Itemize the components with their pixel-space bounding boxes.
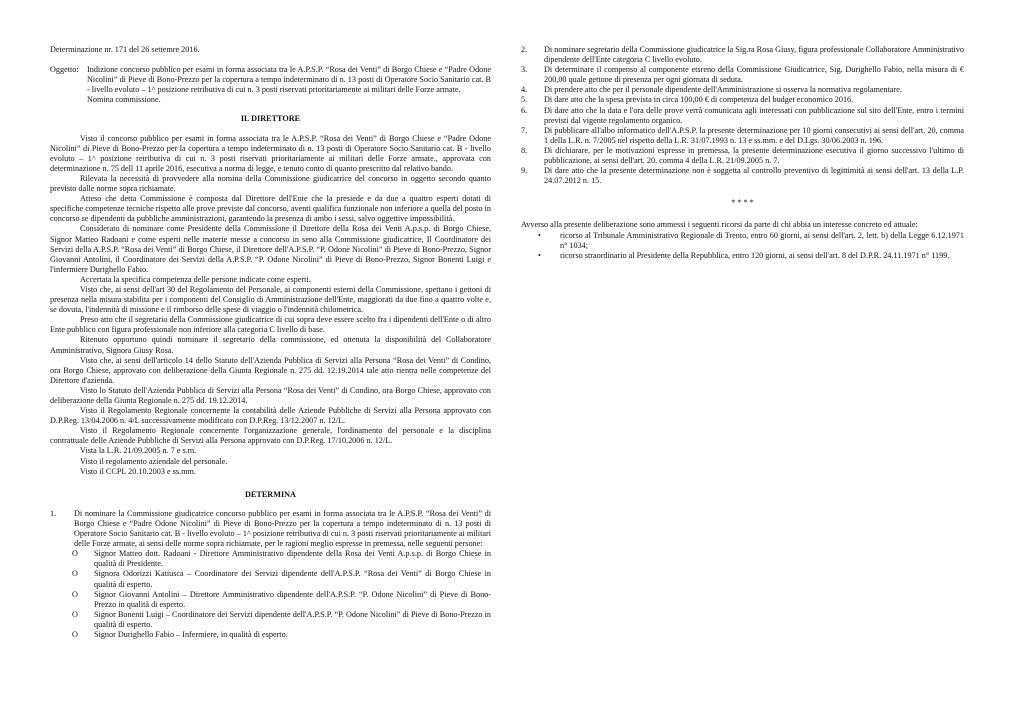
subject-label: Oggetto: [50,65,79,75]
paragraph: Considerato di nominare come Presidente della Commissione il Direttore della Rosa dei Venti A.p.s.p. di Borgo Chiese, Signor Matteo Radoani e come esperti nelle materie messe a concorso in seno alla Commissione giudicatrice, Il Coordinatore dei Servizi della A.P.S.P. “Rosa dei Venti” di Borgo Chiese, il Direttore dell'A.P.S.P. “P. Odone Nicolini” di Pieve di Bono-Prezzo, Signor Giovanni Antolini, il Coordinatore dei Servizi della A.P.S.P. “P. Odone Nicolini” di Pieve di Bono-Prezzo, Signor Bonenti Luigi e l'infermiere Durighello Fabio. [50,224,491,274]
item-text: Di nominare segretario della Commissione giudicatrice la Sig.ra Rosa Giusy, figura professionale Collaboratore Amministrativo dipendente dell'Ente categoria C livello evoluto. [544,45,964,65]
right-column [521,45,964,261]
paragraph: Visto il concorso pubblico per esami in forma associata tra le A.P.S.P. “Rosa dei Venti” di Borgo Chiese e “Padre Odone Nicolini” di Pieve di Bono-Prezzo per la copertura a tempo indeterminato di n. 13 posti di Operatore Socio Sanitario cat. B - livello evoluto – 1^ posizione retributiva di cui n. 3 posti riservati prioritariamente ai militari delle Forze armate., approvata con determinazione n. 75 dell 11 aprile 2016, esecutiva a norma di legge, e tenuto conto di quanto prescritto dal relativo bando. [50,133,491,173]
appeals-list [521,231,964,261]
list-item [521,65,964,85]
determina-items [521,45,964,186]
paragraph: Rilevata la necessità di provvedere alla nomina della Commissione giudicatrice del concorso in oggetto secondo quanto previsto dalle norme sopra richiamate. [50,173,491,194]
appeals-intro: Avverso alla presente deliberazione sono ammessi i seguenti ricorsi da parte di chi abbia un interesse concreto ed attuale: [521,220,918,230]
list-item [50,549,491,569]
determina-item-1 [50,509,491,549]
list-item [521,231,964,251]
item-number: 4. [521,85,528,95]
member-text: Signor Matteo dott. Radoani - Direttore Amministrativo dipendente della Rosa dei Venti A.p.s.p. di Borgo Chiese in qualità di Presidente. [94,549,491,569]
list-item [521,251,964,261]
circle-bullet-icon: O [72,549,78,559]
member-text: Signora Odorizzi Katiusca – Coordinatore dei Servizi dipendente dell'A.P.S.P. “Rosa dei Venti” di Borgo Chiese in qualità di esperto. [94,569,491,589]
list-item [521,106,964,126]
subject-block [50,65,491,105]
item-number: 7. [521,125,528,135]
circle-bullet-icon: O [72,589,78,599]
list-item [521,95,964,105]
member-text: Signor Durighello Fabio – Infermiere, in qualità di esperto. [94,629,288,639]
item-text: Di dare atto che la spesa prevista in circa 100,00 € di competenza del budget economico 2016. [544,95,854,105]
item-number: 5. [521,95,528,105]
determina-heading: DETERMINA [245,489,296,499]
paragraph: Vista la L.R. 21/09.2005 n. 7 e s.m. [80,446,197,456]
appeal-text: ricorso straordinario al Presidente della Repubblica, entro 120 giorni, ai sensi dell'art. 8 del D.P.R. 24.11.1971 n° 1199. [560,250,950,260]
list-item [50,569,491,589]
item-text: Di determinare il compenso al componente etsreno della Commissione Giudicatrice, Sig. Durighello Fabio, nella misura di € 200,00 quale gettone di presenza per ogni giornata di seduta. [544,65,964,85]
item-number: 9. [521,166,528,176]
list-item [50,610,491,630]
section-separator: * * * * [731,198,754,208]
list-item [50,630,491,640]
item-text: Di prendere atto che per il personale dipendente dell'Amministrazione si osserva la normativa regolamentare. [544,85,902,95]
paragraph: Visto che, ai sensi dell'articolo 14 dello Statuto dell'Azienda Pubblica di Servizi alla Persona “Rosa dei Venti” di Condino, ora Borgo Chiese, approvato con deliberazione della Giunta Regionale n. 275 dd. 12.19.2014 tale atto rientra nelle competenze del Direttore d'azienda. [50,355,491,385]
item-text: Di dichiarare, per le motivazioni espresse in premessa, la presente determinazione esecutiva il giorno successivo l'ultimo di pubblicazione, ai sensi dell'art. 20, comma 4 della L.R. 21/09.2005 n. 7. [544,145,964,166]
appeal-text: ricorso al Tribunale Amministrativo Regionale di Trento, entro 60 giorni, ai sensi dell'art. 2, lett. b) della Legge 6.12.1971 n° 1034; [560,230,964,250]
member-text: Signor Giovanni Antolini – Direttore Amministrativo dipendente dell'A.P.S.P. “P. Odone Nicolini” di Pieve di Bono-Prezzo in qualità di esperto. [94,589,491,609]
subject-text: Indizione concorso pubblico per esami in forma associata tra le A.P.S.P. “Rosa dei Venti” di Borgo Chiese e “Padre Odone Nicolini” di Pieve di Bono-Prezzo per la copertura a tempo indeterminato di n. 13 posti di Operatore Socio Sanitario cat. B - livello evoluto – 1^ posizione retributiva di cui n. 3 posti riservati prioritariamente ai militari delle Forze armate. [87,65,491,95]
circle-bullet-icon: O [72,569,78,579]
paragraph: Accertata la specifica competenza delle persone indicate come esperti. [80,274,311,284]
left-column [50,45,491,640]
item-text: Di dare atto che la presente determinazione non è soggetta al controllo preventivo di legittimità ai sensi dell'art. 13 della L.P. 24.07.2012 n. 15. [544,166,964,186]
paragraph: Atteso che detta Commissione è composta dal Direttore dell'Ente che la presiede e da due a quattro esperti dotati di specifiche competenze tecniche rispetto alle prove previste dal concorso, aventi qualifica funzionale non inferiore a quella del posto in concorso se dipendenti da pubbliche amministrazioni, garantendo la presenza di ambo i sessi, salvo oggettive impossibilità. [50,194,491,224]
paragraph: Visto il CCPL 20.10.2003 e ss.mm. [80,466,196,476]
item-number: 3. [521,65,528,75]
determination-number: Determinazione nr. 171 del 26 settemre 2016. [50,45,200,54]
item-number: 8. [521,145,528,155]
item-text: Di nominare la Commissione giudicatrice concorso pubblico per esami in forma associata tra le A.P.S.P. “Rosa dei Venti” di Borgo Chiese e “Padre Odone Nicolini” di Pieve di Bono-Prezzo per la copertura a tempo indeterminato di n. 13 posti di Operatore Socio Sanitario cat. B - livello evoluto – 1^ posizione retributiva di cui n. 3 posti riservati prioritariamente ai militari delle Forze armate, ai sensi delle norme sopra richiamate, per le ragioni meglio espresse in premessa, nelle seguenti persone: [74,508,491,549]
paragraph: Visto il regolamento aziendale del personale. [80,456,228,466]
item-number: 6. [521,105,528,115]
circle-bullet-icon: O [72,609,78,619]
paragraph: Visto che, ai sensi dell'art 30 del Regolamento del Personale, ai componenti esterni della Commissione, spettano i gettoni di presenza nella misura stabilita per i componenti del Consiglio di Amministrazione dell'Ente, maggiorati da due fino a quattro volte e, se dovuta, l'indennità di missione e il rimborso delle spese di viaggio o l'indennità chilometrica. [50,284,491,315]
bullet-icon: • [538,250,541,260]
paragraph: Visto il Regolamento Regionale concernente l'organizzazione generale, l'ordinamento del personale e la disciplina contrattuale delle Aziende Pubbliche di Servizi alla Persona approvato con D.P.Reg. 17/10.2006 n. 12/L. [50,426,491,446]
list-item [521,45,964,65]
list-item [521,166,964,186]
director-paragraphs [50,134,491,477]
paragraph: Preso atto che il segretario della Commissione giudicatrice di cui sopra deve essere scelto fra i dipendenti dell'Ente o di altro Ente pubblico con figura professionale non inferiore alla categoria C livello di base. [50,315,491,335]
item-text: Di dare atto che la data e l'ora delle prove verrà comunicata agli interessati con pubblicazione sul sito dell'Ente, entro i termini previsti dal vigente regolamento organico. [544,105,964,125]
commission-members [50,549,491,640]
item-number: 1. [50,508,57,518]
bullet-icon: • [538,230,541,240]
item-number: 2. [521,45,528,54]
member-text: Signor Bonenti Luigi – Coordinatore dei Servizi dipendente dell'A.P.S.P. “P. Odone Nicolini” di Pieve di Bono-Prezzo in qualità di esperto. [94,609,491,629]
list-item [521,146,964,166]
list-item [50,590,491,610]
subject-nomina: Nomina commissione. [87,95,161,105]
paragraph: Visto lo Statuto dell'Azienda Pubblica di Servizi alla Persona “Rosa dei Venti” di Condino, ora Borgo Chiese, approvato con deliberazione della Giunta Regionale n. 275 dd. 19.12.2014. [50,385,491,405]
list-item [521,85,964,95]
paragraph: Visto il Regolamento Regionale concernente la contabilità delle Aziende Pubbliche di Servizi alla Persona approvato con D.P.Reg. 13/04.2006 n. 4/L successivamente modificato con D.P.Reg. 13/12.2007 n. 12/L. [50,406,491,426]
director-heading: IL DIRETTORE [240,114,301,124]
list-item [521,126,964,146]
circle-bullet-icon: O [72,629,78,639]
paragraph: Ritenuto opportuno quindi nominare il segretario della commissione, ed ottenuta la disponibilità del Collaboratore Amministrativo, Signora Giusy Rosa. [50,335,491,355]
item-text: Di pubblicare all'albo informatico dell'A.P.S.P. la presente determinazione per 10 giorni consecutivi ai sensi dell'art. 20, comma 1 della L.R. n. 7/2005 nel rispetto della L.R. 31/07.1993 n. 13 e ss.mm. e del D.Lgs. 30/06.2003 n. 196. [544,125,964,145]
